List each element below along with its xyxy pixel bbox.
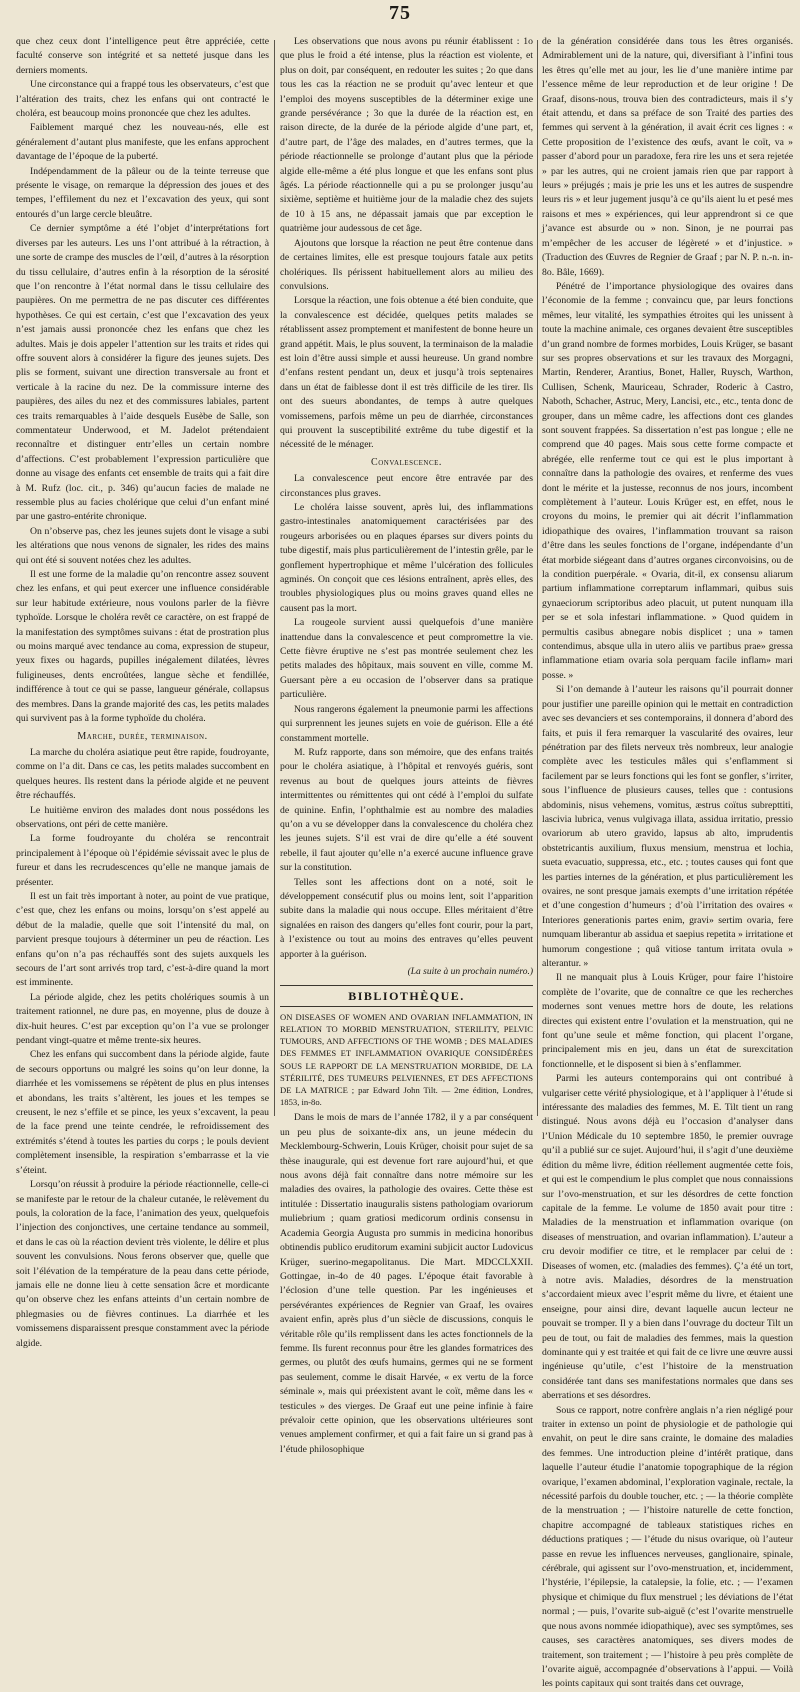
column-3	[542, 35, 793, 1690]
paragraph: La marche du choléra asiatique peut être rapide, foudroyante, comme on l’a dit. Dans ce cas, les petits malades succombent en quelques heures. Ils restent dans la période algide et ne peuvent être réchauffés.	[16, 746, 269, 802]
paragraph: On n’observe pas, chez les jeunes sujets dont le visage a subi les altérations que nous venons de signaler, les rides des mains qui ont été si souvent notées chez les adultes.	[16, 525, 269, 566]
paragraph: Ce dernier symptôme a été l’objet d’interprétations fort diverses par les auteurs. Les uns l’ont attribué à la rétraction, à une sorte de crampe des muscles de l’œil, d’autres à la résorption du tissu cellulaire, d’autres enfin à la résorption de la sérosité que l’on rencontre à l’état normal dans le tissu cellulaire des paupières. On me permettra de ne pas discuter ces différentes hypothèses. Ce qui est certain, c’est que l’excavation des yeux n’est jamais aussi prononcée chez les enfans que chez les adultes. Mais je dois appeler l’attention sur les traits et rides qui offre souvent alors à considérer la figure des jeunes sujets. Des plis se forment, suivant une direction transversale au front et verticale à la racine du nez. De la commissure interne des paupières, des ailes du nez et des commissures labiales, partent ces traits remarquables à l’aide desquels Eusèbe de Salle, son commentateur Underwood, et M. Jadelot prétendaient reconnaître et distinguer entr’elles un certain nombre d’affections. C’est probablement l’expression particulière que donne au visage des enfants cet ensemble de traits qui a fait dire à M. Rufz (loc. cit., p. 346) qu’aucun facies de malade ne ressemble plus au facies cholérique que celui d’un enfant miné par une gastro-entérite chronique.	[16, 223, 269, 523]
section-heading-marche: Marche, durée, terminaison.	[77, 730, 208, 742]
paragraph: Il ne manquait plus à Louis Krüger, pour faire l’histoire complète de l’ovarite, que de connaître ce que les recherches modernes sont venues mettre hors de doute, les relations directes qui existent entre l’ovulation et la menstruation, qui ne font qu’une seule et même fonction, qui placent l’organe, principalement mis en jeu, dans un état de surexcitation fonctionnelle, et le disposent si bien à s’enflammer.	[542, 972, 793, 1070]
paragraph: Si l’on demande à l’auteur les raisons qu’il pourrait donner pour justifier une pareille opinion qui le mettait en contradiction avec ses devanciers et ses contemporains, il donnera d’abord des faits, et puis il fera remarquer la vascularité des ovaires, leur pénétration par des filets nerveux très nombreux, leur analogie complète avec les testicules mâles qui s’enflamment si facilement par se leurs fonctions qui les font se gonfler, s’irriter, sous l’influence de plusieurs causes, telles que : contusions abdominis, nisus vehemens, vomitus, æstrus coïtus subrepttiti, lascivia lubrica, venus vulgivaga illata, assidua irritatio, pressio ovariorum ab utero gravido, lapsus ab alto, imprudentis obstetricantis auxilium, fluxus mensium, menstrua et lochia, sueta evacuatio, suppressa, etc., etc. ; toutes causes qui font que les parties internes de la génération, et plus particulièrement les ovaires, ne sont presque jamais exempts d’une irritation répétée et d’une congestion d’humeurs ; d’où l’irritation des ovaires « Interiores generationis partes enim, gravi» sertim ovaria, fere numquam liberantur ab assidua et saepius repetita » irritatione et humorum congestione ; quâ vitiose tantum irritata ovula » alterantur. »	[542, 684, 793, 969]
paragraph: La convalescence peut encore être entravée par des circonstances plus graves.	[280, 473, 533, 499]
page-number: 75	[389, 2, 411, 24]
paragraph: Pénétré de l’importance physiologique des ovaires dans l’économie de la femme ; convaincu que, par leurs fonctions mêmes, leur vitalité, les sympathies étroites qui les unissent à toute la machine animale, ces organes devaient être susceptibles d’un grand nombre de formes morbides, Louis Krüger, se basant sur ses propres observations et sur les travaux des Morgagni, Martin, Renderer, Arantius, Bonet, Haller, Ruysch, Warthon, Cullisen, Schenk, Mauriceau, Schrader, Roderic à Castro, Naboth, Schacher, Astruc, Mery, Lancisi, etc., etc., tenta donc de grouper, dans un même cadre, les affections dont ces glandes sont souvent frappées. Sa dissertation n’est pas longue ; elle ne comprend que 40 pages. Mais sous cette forme compacte et abrégée, elle renferme tout ce qui est le plus important à connaître dans la pathologie des ovaires, et renferme des vues dont le mérite et la justesse, reconnus de nos jours, incombent complètement à l’auteur. Louis Krüger est, en effet, nous le croyons du moins, le premier qui ait décrit l’inflammation idiopathique des ovaires, l’inflammation trouvant sa raison d’être dans les seules fonctions de l’organe, indépendante d’un état morbide siégeant dans d’autres organes circonvoisins, ou de la condition puerpérale. « Ovaria, dit-il, ex consensu aliarum partium inflammatione correptarum inflammari, quibus suis gynaeciorum scriptoribus adeo placuit, ut putent nunquam illa per se et sola infestari inflammatione. » Quod quidem in permultis casibus abnegare nobis displicet ; una » tamen contendimus, absque ulla in utero aliis ve partibus prae» gressa inflammatione etiam ovaria sola perquam facile inflam» mari posse. »	[542, 280, 793, 681]
paragraph: Le huitième environ des malades dont nous possédons les observations, ont péri de cette manière.	[16, 804, 269, 830]
paragraph: Une circonstance qui a frappé tous les observateurs, c’est que l’altération des traits, chez les enfans qui ont contracté le choléra, est beaucoup moins prononcée que chez les adultes.	[16, 79, 269, 120]
paragraph: Lorsque la réaction, une fois obtenue a été bien conduite, que la convalescence est décidée, quelques petits malades se rétablissent assez promptement et manifestent de bonne heure un grand appétit. Mais, le plus souvent, la terminaison de la maladie est loin d’être aussi simple et aussi heureuse. Un grand nombre d’enfans restent pendant un, deux et jusqu’à trois septenaires dans un état de faiblesse dont il est très difficile de les tirer. Ils ont des sueurs abondantes, de temps à autre quelques vomissemens, parfois même un peu de diarrhée, circonstances qui prouvent la susceptibilité extrême du tube digestif et la nécessité de le ménager.	[280, 295, 533, 451]
column-2	[280, 35, 533, 1455]
paragraph: Faiblement marqué chez les nouveau-nés, elle est généralement d’autant plus manifeste, que les enfans approchent davantage de l’époque de la puberté.	[16, 122, 269, 163]
book-review-title: ON DISEASES OF WOMEN AND OVARIAN INFLAMMATION, IN RELATION TO MORBID MENSTRUATION, STERILITY, PELVIC TUMOURS, AND AFFECTIONS OF THE WOMB ; DES MALADIES DES FEMMES ET INFLAMMATION OVARIQUE CONSIDÉRÉES SOUS LE RAPPORT DE LA MENSTRUATION MORBIDE, DE LA STÉRILITÉ, DES TUMEURS PELVIENNES, ET DES AFFECTIONS DE LA MATRICE ; par Edward John Tilt. — 2me édition, Londres, 1853, in-8o.	[280, 1011, 533, 1108]
paragraph: M. Rufz rapporte, dans son mémoire, que des enfans traités pour le choléra asiatique, à l’hôpital et renvoyés guéris, sont revenus au bout de quelques jours atteints de fièvres intermittentes ou rémittentes qui ont cédé à l’emploi du sulfate de quinine. Enfin, l’ophthalmie est au nombre des maladies qu’on a vu se développer dans la convalescence du choléra chez les jeunes sujets. S’il est vrai de dire qu’elle a été souvent rebelle, il faut ajouter qu’elle n’a exercé aucune influence grave sur la constitution.	[280, 746, 533, 874]
paragraph: Dans le mois de mars de l’année 1782, il y a par conséquent un peu plus de soixante-dix ans, un jeune médecin du Mecklembourg-Schwerin, Louis Krüger, choisit pour sujet de sa thèse inaugurale, qui est devenue fort rare aujourd’hui, et que nous avons déjà fait connaître dans notre mémoire sur les maladies des ovaires, la pathologie des ovaires. Cette thèse est intitulée : Dissertatio inauguralis sistens pathologiam ovariorum muliebrium ; quam gratiosi medicorum ordinis consensu in Academia Georgia Augusta pro summis in medicina honoribus obtinendis publico eruditorum examini subjicit auctor Ludovicus Krüger, suerino-megapolitanus. Die Mart. MDCCLXXII. Gottingae, in-4o de 40 pages. L’époque était favorable à l’éclosion d’une telle question. Par les ingénieuses et persévérantes expériences de Regnier van Graaf, les ovaires avaient enfin, après plus d’un siècle de discussions, conquis le véritable rôle qu’ils remplissent dans les actes fonctionnels de la femme. Ils furent reconnus pour être les glandes formatrices des germes, ou plutôt des œufs humains, germes qui ne se forment pas seulement, comme le disait Harvée, « ex vertu de la force séminale », mais qui préexistent avant le coït, même dans les « testicules » des vierges. De Graaf eut une peine infinie à faire prévaloir cette opinion, que les observations ultérieures sont venues amplement confirmer, et qui a fait faire un si grand pas à l’étude philosophique	[280, 1112, 533, 1455]
paragraph: Sous ce rapport, notre confrère anglais n’a rien négligé pour traiter in extenso un point de physiologie et de pathologie qui envahit, on peut le dire sans crainte, le domaine des maladies des femmes. Une introduction pleine d’intérêt pratique, dans laquelle l’auteur étudie l’anatomie topographique de la région ovarique, l’examen abdominal, l’exploration vaginale, rectale, la nécessité parfois du double toucher, etc. ; — la théorie complète de la menstruation ; — l’histoire naturelle de cette fonction, chapitre accompagné de tableaux statistiques riches en déductions pratiques ; — l’étude du nisus ovarique, où l’auteur passe en revue les influences nerveuses, ganglionaire, spinale, cérébrale, qui agissent sur l’ovo-menstruation, et, incidemment, l’hystérie, l’épilepsie, la catalepsie, la folie, etc. ; — l’examen physique et chimique du flux menstruel ; les déviations de l’état normal ; — puis, l’ovarite sub-aiguë (c’est l’ovarite menstruelle que nous avons nommée idiopathique), avec ses symptômes, ses causes, ses caractères anatomiques, ses divers modes de traitement, son traitement ; — l’histoire à peu près complète de l’ovarite aiguë, accompagnée d’observations à l’appui. — Voilà les points capitaux qui sont traités dans cet ouvrage,	[542, 1404, 793, 1690]
paragraph: de la génération considérée dans tous les êtres organisés. Admirablement uni de la nature, qui, diversifiant à l’infini tous les êtres qu’elle met au jour, les lie d’une manière intime par l’essence même de leur reproduction et de leur origine ! De Graaf, disons-nous, trouva bien des contradicteurs, mais il s’y était attendu, et dans sa préface de son Traité des parties des femmes qui servent à la génération, il avait écrit ces lignes : « Cette proposition de l’existence des œufs, avant le coït, va » passer d’abord pour un paradoxe, fera rire les uns et sera rejetée » par les autres, qui ne croient jamais rien que par rapport à leurs » préjugés ; mais je prie les uns et les autres de suspendre leurs ris » et leur jugement jusqu’à ce qu’ils aient lu et pesé mes raisons et mes » expériences, qui leur apprendront si ce que j’avance est absurde ou » non. Sinon, je ne pourrai pas m’empêcher de les accuser de légèreté » et d’injustice. » (Traduction des Œuvres de Regnier de Graaf ; par N. P. n.-n. in-8o. Bâle, 1669).	[542, 36, 793, 278]
column-divider	[537, 40, 538, 1116]
paragraph: Telles sont les affections dont on a noté, soit le développement consécutif plus ou moins lent, soit l’apparition subite dans la maladie qui nous occupe. Elles méritaient d’être signalées en raison des dangers qu’elles font courir, pour la part, à l’existence ou tout au moins des entraves qu’elles peuvent apporter à la guérison.	[280, 876, 533, 960]
paragraph: Chez les enfans qui succombent dans la période algide, faute de secours opportuns ou malgré les soins qu’on leur donne, la diarrhée et les vomissemens se répètent de plus en plus intenses et abondans, les traits s’altèrent, les joues et les tempes se creusent, le nez s’effile et se pince, les yeux s’excavent, la peau de la face prend une teinte cendrée, le refroidissement des extrémités s’étend à toutes les parties du corps ; le pouls devient complètement insensible, la respiration s’embarrasse et la vie s’éteint.	[16, 1049, 269, 1176]
paragraph: Il est un fait très important à noter, au point de vue pratique, c’est que, chez les enfans ou moins, lorsqu’on s’est appelé au début de la maladie, quelle que soit l’intensité du mal, on parvient presque toujours à déterminer un peu de réaction. Les enfans qu’on n’a pas réchauffés sont des sujets auxquels les secours de l’art sont arrivés trop tard, c’est-à-dire quand la mort est imminente.	[16, 890, 269, 989]
section-heading-bibliotheque: BIBLIOTHÈQUE.	[280, 985, 533, 1006]
paragraph: Le choléra laisse souvent, après lui, des inflammations gastro-intestinales anatomiquement caractérisées par des rougeurs arborisées ou en plaques éparses sur divers points du tube digestif, mais plus particulièrement de l’intestin grêle, par le gonflement hypertrophique et même l’ulcération des follicules agminés. On conçoit que ces lésions entraînent, après elles, des troubles physiologiques plus ou moins graves quand elles ne causent pas la mort.	[280, 502, 533, 614]
paragraph: Nous rangerons également la pneumonie parmi les affections qui surprennent les jeunes sujets en voie de guérison. Elle a été constamment mortelle.	[280, 703, 533, 744]
paragraph: La forme foudroyante du choléra se rencontrait principalement à l’époque où l’épidémie sévissait avec le plus de fureur et dans les recrudescences qu’elle ne manque jamais de présenter.	[16, 833, 269, 888]
paragraph: Les observations que nous avons pu réunir établissent : 1o que plus le froid a été intense, plus la réaction est violente, et plus on doit, par conséquent, en redouter les suites ; 2o que dans tous les cas la réaction ne se produit qu’avec lenteur et que l’emploi des moyens susceptibles de la déterminer exige une grande persévérance ; 3o que la durée de la réaction est, en raison directe, de la durée de la période algide d’une part, et, d’autre part, de l’âge des malades, en d’autres termes, que la période réactionnelle se prolonge d’autant plus que la période algide elle-même a été plus longue et que les enfans sont plus âgés. La période réactionnelle qui a pu se prolonger jusqu’au sixième, septième et huitième jour de la maladie chez des sujets de 10 à 15 ans, ne dépassait jamais que par exception le quatrième jour audessous de cet âge.	[280, 36, 533, 235]
paragraph: que chez ceux dont l’intelligence peut être appréciée, cette faculté conserve son intégrité et sa netteté jusque dans les derniers moments.	[16, 36, 269, 76]
paragraph: Parmi les auteurs contemporains qui ont contribué à vulgariser cette vérité physiologique, et à l’appliquer à l’étude si intéressante des maladies des femmes, M. E. Tilt tient un rang distingué. Nous avons déjà eu l’occasion d’analyser dans l’Union Médicale du 10 septembre 1850, le premier ouvrage qu’il a publié sur ce sujet. Aujourd’hui, il s’agit d’une deuxième édition du même livre, édition réellement augmentée cette fois, et qui est le compendium le plus complet que nous connaissions sur l’ovo-menstruation, et sur les désordres de cette fonction capitale de la femme. Le volume de 1850 avait pour titre : Maladies de la menstruation et inflammation ovarique (on diseases of menstruation, and ovarian inflammation). L’auteur a cru devoir modifier ce titre, et le remplacer par celui de : Diseases of women, etc. (maladies des femmes). Ç’a été un tort, à notre avis. Maladies, désordres de la menstruation s’accordaient mieux avec l’esprit même du livre, et étaient une enseigne, pour ainsi dire, devant laquelle aucun lecteur ne pouvait se tromper. Il y a bien dans l’ouvrage du docteur Tilt un peu de tout, ou fait de maladies des femmes, mais la question dominante qui y est traitée et qui fait de ce livre une œuvre aussi ingénieuse qu’utile, c’est l’histoire de la menstruation considérée tant dans ses manifestations normales que dans ses aberrations et ses désordres.	[542, 1073, 793, 1402]
section-heading-convalescence: Convalescence.	[371, 456, 442, 468]
column-divider	[274, 40, 275, 1116]
continuation-note: (La suite à un prochain numéro.)	[407, 967, 533, 977]
paragraph: Il est une forme de la maladie qu’on rencontre assez souvent chez les enfans, et qui peut exercer une influence considérable sur leur habitude extérieure, nous voulons parler de la fièvre typhoïde. Lorsque le choléra revêt ce caractère, on est frappé de la manifestation des symptômes suivans : état de prostration plus ou moins marqué avec tendance au coma, expression de stupeur, yeux fixes ou hagards, pupilles inégalement dilatées, lèvres fuligineuses, dents encroûtées, langue sèche et fendillée, indifférence à tout ce qui se passe, langueur générale, collapsus des membres. Dans la grande majorité des cas, les petits malades qui survivent pas à la forme typhoïde du choléra.	[16, 569, 269, 725]
column-1	[16, 35, 269, 1349]
paragraph: Lorsqu’on réussit à produire la période réactionnelle, celle-ci se manifeste par le retour de la chaleur cutanée, le relèvement du pouls, la coloration de la face, l’animation des yeux, quelquefois l’injection des conjonctives, une certaine tendance au sommeil, et dans le cas où la réaction devient très violente, le délire et plus souvent les convulsions. Nous ferons observer que, quelle que soit l’élévation de la température de la peau dans cette période, jamais elle ne donne lieu à cette sensation âcre et mordicante qu’on observe chez les enfans atteints d’un certain nombre de phlegmasies ou de fièvres continues. La diarrhée et les vomissemens disparaissent presque constamment avec la période algide.	[16, 1179, 269, 1349]
paragraph: Indépendamment de la pâleur ou de la teinte terreuse que présente le visage, on remarque la dépression des joues et des tempes, l’effilement du nez et l’excavation des yeux, qui sont entourés d’un large cercle bleuâtre.	[16, 165, 269, 220]
paragraph: Ajoutons que lorsque la réaction ne peut être contenue dans de certaines limites, elle est presque toujours fatale aux petits cholériques. Ils périssent habituellement alors au milieu des convulsions.	[280, 237, 533, 292]
paragraph: La rougeole survient aussi quelquefois d’une manière inattendue dans la convalescence et peut compromettre la vie. Cette fièvre éruptive ne s’est pas montrée seulement chez les petits malades des hôpitaux, mais souvent en ville, comme M. Guersant père a eu occasion de l’observer dans sa pratique particulière.	[280, 617, 533, 701]
paragraph: La période algide, chez les petits cholériques soumis à un traitement rationnel, ne dure pas, en moyenne, plus de douze à dix-huit heures. C’est par exception qu’on l’a vue se prolonger pendant vingt-quatre et même trente-six heures.	[16, 991, 269, 1047]
